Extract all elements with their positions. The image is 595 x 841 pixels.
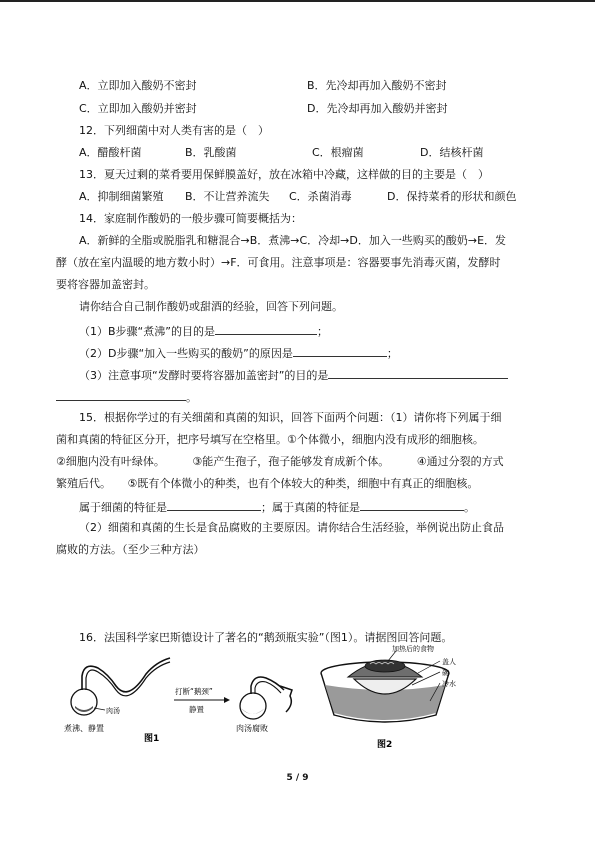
q14-sub3-end: 。	[186, 391, 197, 404]
label-broth: 肉汤	[106, 707, 120, 715]
q14-sub3-answer-blank[interactable]	[328, 366, 508, 379]
q14-stem: 14．家庭制作酸奶的一般步骤可简要概括为：	[79, 212, 302, 225]
q11-option-c: C．立即加入酸奶并密封	[79, 102, 197, 115]
page-number: 5 / 9	[286, 773, 309, 783]
label-heated-food: 加热后的食物	[392, 645, 434, 653]
label-lid: 盖人	[442, 658, 456, 666]
q15-fungi-answer-blank[interactable]	[360, 498, 464, 511]
q12-option-d: D．结核杆菌	[420, 146, 484, 159]
q14-sub3-label: （3）注意事项“发酵时要将容器加盖密封”的目的是	[79, 369, 329, 382]
figure-1-caption: 图1	[144, 734, 160, 744]
figure-2-caption: 图2	[377, 740, 393, 750]
q13-option-b: B．不让营养流失	[185, 190, 270, 203]
label-boil-rest: 煮沸、静置	[64, 724, 104, 733]
q11-option-d: D．先冷却再加入酸奶并密封	[307, 102, 448, 115]
label-bowl: 碗	[442, 669, 449, 677]
q15-bacteria-label: 属于细菌的特征是	[79, 501, 167, 514]
food	[365, 660, 405, 672]
q15-part2-line-1: （2）细菌和真菌的生长是食品腐败的主要原因。请你结合生活经验，举例说出防止食品	[79, 521, 504, 534]
q15-part2-line-2: 腐败的方法。（至少三种方法）	[56, 543, 205, 556]
figure-2-food-preservation	[318, 643, 486, 755]
q13-stem: 13．夏天过剩的菜肴要用保鲜膜盖好，放在冰箱中冷藏，这样做的目的主要是（ ）	[79, 168, 489, 181]
q12-option-c: C．根瘤菌	[312, 146, 364, 159]
q14-intro: 请你结合自己制作酸奶或甜酒的经验，回答下列问题。	[79, 300, 343, 313]
q14-sub1-answer-blank[interactable]	[215, 322, 317, 335]
q14-sub1	[79, 322, 328, 340]
label-broth-spoiled: 肉汤腐败	[236, 724, 268, 733]
q15-bacteria-answer-blank[interactable]	[167, 498, 261, 511]
q14-sub2-label: （2）D步骤“加入一些购买的酸奶”的原因是	[79, 347, 293, 360]
q14-sub1-end: ；	[316, 325, 328, 338]
q12-option-a: A．醋酸杆菌	[79, 146, 142, 159]
figure-1-swan-neck-flask	[58, 652, 303, 747]
q14-sub2-answer-blank[interactable]	[293, 344, 387, 357]
q14-steps-line-3: 要将容器加盖密封。	[56, 278, 155, 291]
q16-stem: 16．法国科学家巴斯德设计了著名的“鹅颈瓶实验”（图1）。请据图回答问题。	[79, 631, 453, 644]
q14-sub1-label: （1）B步骤“煮沸”的目的是	[79, 325, 215, 338]
q14-sub3-continuation	[56, 388, 197, 406]
flask-2-body	[240, 693, 266, 719]
q15-line-2: 菌和真菌的特征区分开，把序号填写在空格里。①个体微小，细胞内没有成形的细胞核。	[56, 433, 484, 446]
arrow-head	[224, 697, 230, 703]
q15-answer-line	[79, 498, 475, 516]
q15-fungi-label: ；属于真菌的特征是	[261, 501, 360, 514]
q14-sub3-answer-blank-2[interactable]	[56, 388, 186, 401]
q14-steps-line-2: 酵（放在室内温暖的地方数小时）→F．可食用。注意事项是：容器要事先消毒灭菌，发酵时	[56, 256, 501, 269]
q14-sub3	[79, 366, 508, 384]
q14-sub2	[79, 344, 398, 362]
q15-line-4: 繁殖后代。 ⑤既有个体微小的种类，也有个体较大的种类，细胞中有真正的细胞核。	[56, 477, 479, 490]
q11-option-a: A．立即加入酸奶不密封	[79, 79, 197, 92]
broken-neck-piece	[280, 686, 292, 712]
label-rest: 静置	[189, 705, 204, 714]
q11-option-b: B．先冷却再加入酸奶不密封	[307, 79, 447, 92]
q13-option-d: D．保持菜肴的形状和颜色	[387, 190, 517, 203]
q13-option-c: C．杀菌消毒	[289, 190, 352, 203]
q12-option-b: B．乳酸菌	[185, 146, 237, 159]
label-break-neck: 打断“鹅颈”	[175, 687, 213, 696]
q13-option-a: A．抑制细菌繁殖	[79, 190, 164, 203]
q14-steps-line-1: A．新鲜的全脂或脱脂乳和糖混合→B．煮沸→C．冷却→D．加入一些购买的酸奶→E．发	[79, 234, 507, 247]
label-cold-water: 冷水	[442, 680, 456, 688]
q14-sub2-end: ；	[386, 347, 398, 360]
q15-answer-end: 。	[464, 501, 475, 514]
flask-1-swan-neck	[82, 658, 170, 692]
page-top-rule	[0, 0, 595, 2]
q15-line-1: 15．根据你学过的有关细菌和真菌的知识，回答下面两个问题：（1）请你将下列属于细	[79, 411, 502, 424]
q15-line-3: ②细胞内没有叶绿体。 ③能产生孢子，孢子能够发育成新个体。 ④通过分裂的方式	[56, 455, 504, 468]
q12-stem: 12．下列细菌中对人类有害的是（ ）	[79, 124, 269, 137]
